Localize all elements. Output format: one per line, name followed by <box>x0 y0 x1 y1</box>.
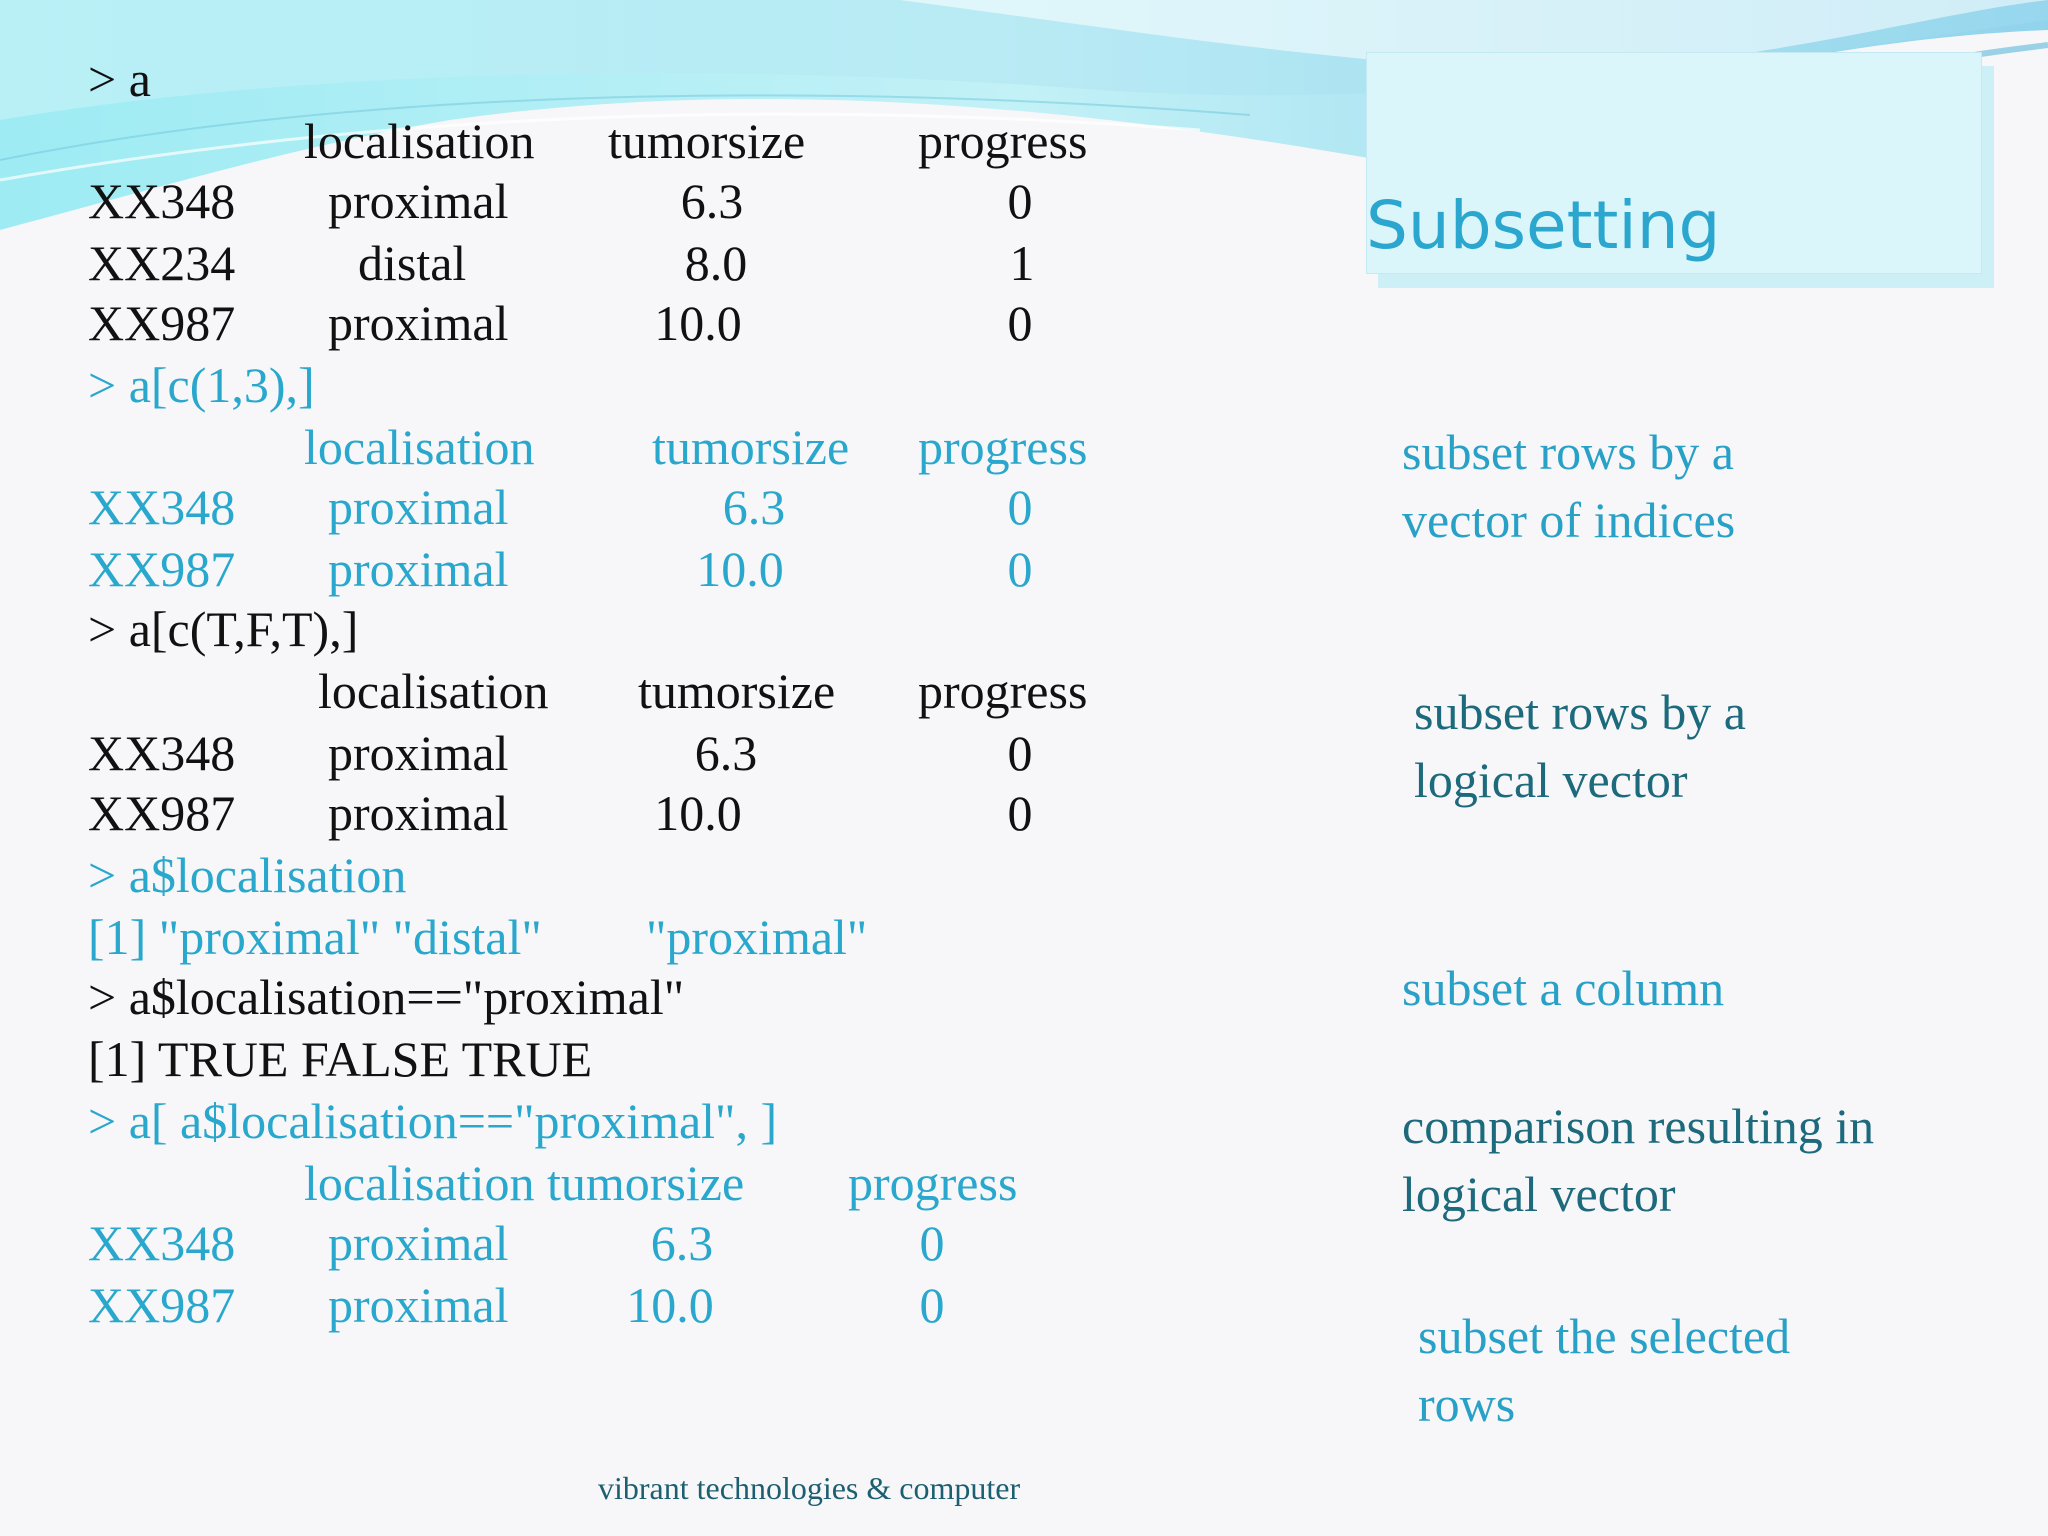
code-cell: > a[ a$localisation=="proximal", ] <box>88 1093 778 1149</box>
annotation-line: subset rows by a <box>1414 684 1746 740</box>
code-cell: tumorsize <box>608 113 806 169</box>
code-cell: localisation <box>318 663 549 719</box>
code-cell: 0 <box>1007 295 1033 351</box>
code-cell: [1] TRUE FALSE TRUE <box>88 1031 593 1087</box>
code-cell: 10.0 <box>654 785 742 841</box>
code-cell: 0 <box>1007 725 1033 781</box>
slide-title: Subsetting <box>1366 187 1721 264</box>
code-cell: > a$localisation=="proximal" <box>88 969 685 1025</box>
code-cell: 10.0 <box>626 1277 714 1333</box>
code-cell: 0 <box>1007 541 1033 597</box>
code-cell: > a$localisation <box>88 847 407 903</box>
code-cell: 10.0 <box>696 541 784 597</box>
code-cell: "proximal" <box>646 909 868 965</box>
code-cell: 10.0 <box>654 295 742 351</box>
code-cell: 0 <box>1007 173 1033 229</box>
footer-text: vibrant technologies & computer <box>598 1470 1021 1506</box>
code-cell: [1] "proximal" "distal" <box>88 909 542 965</box>
code-cell: localisation <box>304 113 535 169</box>
annotation-line: rows <box>1418 1376 1516 1432</box>
annotation-note <box>1402 1092 1874 1228</box>
annotation-note <box>1414 678 1746 814</box>
code-cell: 0 <box>919 1277 945 1333</box>
code-cell: 6.3 <box>694 725 758 781</box>
annotation-line: subset rows by a <box>1402 424 1734 480</box>
annotation-note <box>1402 954 1724 1022</box>
code-cell: 6.3 <box>650 1215 714 1271</box>
code-cell: XX987 <box>88 541 236 597</box>
code-cell: 8.0 <box>684 235 748 291</box>
code-cell: tumorsize <box>652 419 850 475</box>
code-cell: 0 <box>1007 785 1033 841</box>
annotation-line: logical vector <box>1402 1166 1676 1222</box>
annotation-line: vector of indices <box>1402 492 1736 548</box>
code-cell: proximal <box>328 785 509 841</box>
annotation-note <box>1418 1302 1790 1438</box>
code-cell: XX234 <box>88 235 236 291</box>
code-cell: XX348 <box>88 173 236 229</box>
code-cell: 1 <box>1009 235 1035 291</box>
annotation-line: comparison resulting in <box>1402 1098 1875 1154</box>
code-cell: proximal <box>328 1277 509 1333</box>
code-cell: > a <box>88 51 151 107</box>
annotation-line: logical vector <box>1414 752 1688 808</box>
code-cell: tumorsize <box>638 663 836 719</box>
code-cell: distal <box>358 235 467 291</box>
code-cell: XX987 <box>88 1277 236 1333</box>
code-cell: proximal <box>328 725 509 781</box>
code-cell: proximal <box>328 541 509 597</box>
code-cell: proximal <box>328 173 509 229</box>
code-cell: proximal <box>328 479 509 535</box>
code-cell: proximal <box>328 295 509 351</box>
annotation-note <box>1402 418 1735 554</box>
code-cell: proximal <box>328 1215 509 1271</box>
annotation-line: subset a column <box>1402 960 1725 1016</box>
code-cell: XX348 <box>88 1215 236 1271</box>
code-cell: localisation tumorsize <box>304 1155 745 1211</box>
code-cell: 6.3 <box>680 173 744 229</box>
code-cell: progress <box>848 1155 1018 1211</box>
code-cell: XX987 <box>88 785 236 841</box>
code-cell: > a[c(1,3),] <box>88 357 315 413</box>
code-cell: 0 <box>919 1215 945 1271</box>
code-cell: progress <box>918 663 1088 719</box>
annotation-line: subset the selected <box>1418 1308 1791 1364</box>
code-cell: 0 <box>1007 479 1033 535</box>
code-cell: localisation <box>304 419 535 475</box>
code-cell: XX348 <box>88 725 236 781</box>
code-cell: XX348 <box>88 479 236 535</box>
code-cell: XX987 <box>88 295 236 351</box>
code-cell: progress <box>918 113 1088 169</box>
code-cell: > a[c(T,F,T),] <box>88 601 359 657</box>
code-cell: 6.3 <box>722 479 786 535</box>
code-cell: progress <box>918 419 1088 475</box>
